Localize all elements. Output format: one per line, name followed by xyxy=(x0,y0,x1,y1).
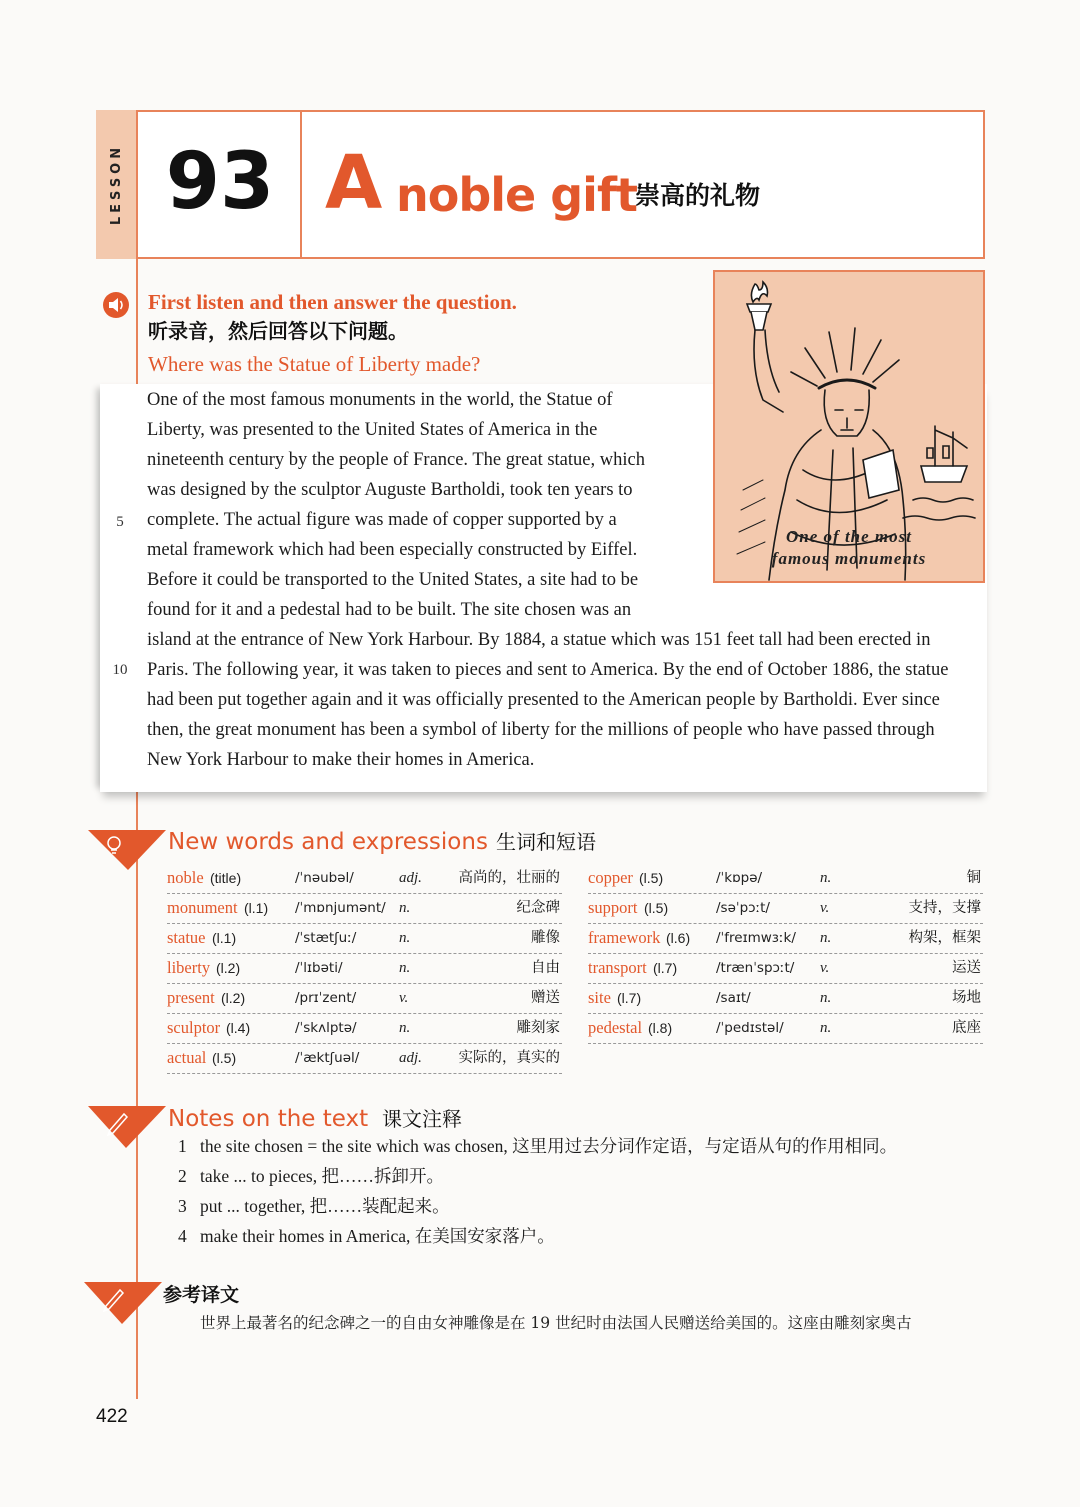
caption-line-2: famous monuments xyxy=(771,549,927,568)
vocab-line-ref: (l.8) xyxy=(648,1020,673,1036)
vocab-phonetic: /ˈnəubəl/ xyxy=(295,870,354,886)
vocab-line-ref: (l.4) xyxy=(226,1020,251,1036)
vocab-word: framework xyxy=(588,928,661,947)
vocab-pos: v. xyxy=(820,900,830,916)
passage-line: then, the great monument has been a symbol of liberty for the millions of people who have passed through xyxy=(147,720,935,740)
note-number: 2 xyxy=(178,1166,187,1186)
note-item xyxy=(178,1222,555,1250)
lesson-title-cn: 崇高的礼物 xyxy=(635,181,761,210)
comprehension-question: Where was the Statue of Liberty made? xyxy=(148,352,481,376)
line-number: 10 xyxy=(112,662,128,678)
vocab-row xyxy=(167,953,562,984)
vocab-line-ref: (l.7) xyxy=(653,960,678,976)
vocab-row xyxy=(167,863,562,894)
vocab-meaning: 自由 xyxy=(531,960,560,976)
illustration-caption xyxy=(713,526,985,570)
pen-icon xyxy=(88,1104,166,1148)
vocab-row xyxy=(167,923,562,954)
vocab-phonetic: /saɪt/ xyxy=(716,990,751,1006)
vocab-row xyxy=(588,1013,983,1044)
note-number: 4 xyxy=(178,1226,187,1246)
vocab-phonetic: /ˈstætʃuː/ xyxy=(295,930,357,946)
caption-line-1: One of the most xyxy=(786,527,912,546)
pen-icon xyxy=(84,1280,162,1324)
vocab-word: transport xyxy=(588,958,647,977)
vocab-word: site xyxy=(588,988,611,1007)
vocab-line-ref: (l.5) xyxy=(644,900,669,916)
vocab-row xyxy=(588,983,983,1014)
vocab-word: liberty xyxy=(167,958,211,977)
vocab-meaning: 实际的，真实的 xyxy=(458,1050,560,1066)
vocab-pos: v. xyxy=(820,960,830,976)
note-item xyxy=(178,1132,897,1160)
passage-line: found for it and a pedestal had to be built. The site chosen was an xyxy=(147,600,632,620)
vocab-row xyxy=(167,983,562,1014)
vocab-word: present xyxy=(167,988,215,1007)
vocab-meaning: 铜 xyxy=(966,870,981,886)
vocab-row xyxy=(167,1013,562,1044)
vocab-pos: v. xyxy=(399,990,409,1006)
passage-line: Liberty, was presented to the United States of America in the xyxy=(147,420,598,440)
vocab-meaning: 纪念碑 xyxy=(516,900,560,916)
header-divider xyxy=(300,110,302,259)
vocab-line-ref: (title) xyxy=(210,870,242,886)
vocab-row xyxy=(588,923,983,954)
vocab-title-cn: 生词和短语 xyxy=(496,830,596,854)
page-number: 422 xyxy=(96,1406,128,1427)
translation-title: 参考译文 xyxy=(163,1284,240,1306)
note-item xyxy=(178,1192,450,1220)
vocab-row xyxy=(588,953,983,984)
note-number: 1 xyxy=(178,1136,187,1156)
vocab-pos: n. xyxy=(399,1020,411,1036)
vocab-line-ref: (l.2) xyxy=(221,990,246,1006)
vocab-pos: adj. xyxy=(399,870,422,886)
vocab-pos: n. xyxy=(399,930,411,946)
lesson-number: 93 xyxy=(165,137,275,227)
lesson-title: noble gift xyxy=(396,168,637,222)
vocab-phonetic: /ˈæktʃuəl/ xyxy=(295,1050,360,1066)
vocab-line-ref: (l.1) xyxy=(212,930,237,946)
passage-line: metal framework which had been especially constructed by Eiffel. xyxy=(147,540,638,560)
notes-title: Notes on the text xyxy=(168,1106,369,1132)
speaker-icon[interactable] xyxy=(102,291,130,319)
passage-line: complete. The actual figure was made of copper supported by a xyxy=(147,510,617,530)
vocab-meaning: 运送 xyxy=(952,960,981,976)
note-text: take ... to pieces, 把……拆卸开。 xyxy=(200,1166,444,1186)
vocab-word: actual xyxy=(167,1048,207,1067)
vocab-meaning: 底座 xyxy=(952,1020,981,1036)
vocab-word: copper xyxy=(588,868,633,887)
vocab-word: statue xyxy=(167,928,206,947)
vocab-phonetic: /səˈpɔːt/ xyxy=(716,900,770,916)
vocab-row xyxy=(167,1043,562,1074)
translation-text: 世界上最著名的纪念碑之一的自由女神雕像是在 19 世纪时由法国人民赠送给美国的。这座由雕刻家奥古 xyxy=(200,1314,912,1332)
note-text: the site chosen = the site which was chosen, 这里用过去分词作定语，与定语从句的作用相同。 xyxy=(200,1136,898,1156)
vocab-phonetic: /ˈskʌlptə/ xyxy=(295,1020,357,1036)
vocab-phonetic: /ˈfreɪmwɜːk/ xyxy=(716,930,796,946)
vocab-word: monument xyxy=(167,898,238,917)
vocab-row xyxy=(588,893,983,924)
vocab-pos: adj. xyxy=(399,1050,422,1066)
vocab-line-ref: (l.5) xyxy=(639,870,664,886)
title-initial: A xyxy=(325,140,383,226)
note-number: 3 xyxy=(178,1196,187,1216)
line-number: 5 xyxy=(116,514,124,530)
vocab-pos: n. xyxy=(820,1020,832,1036)
vocab-line-ref: (l.1) xyxy=(244,900,269,916)
passage-line: nineteenth century by the people of France. The great statue, which xyxy=(147,450,645,470)
vocab-phonetic: /prɪˈzent/ xyxy=(295,990,357,1006)
note-item xyxy=(178,1162,444,1190)
vocab-row xyxy=(588,863,983,894)
note-text: put ... together, 把……装配起来。 xyxy=(200,1196,450,1216)
vocab-title: New words and expressions xyxy=(168,829,488,855)
vocab-line-ref: (l.7) xyxy=(617,990,642,1006)
vocab-line-ref: (l.6) xyxy=(666,930,691,946)
listen-instruction-cn: 听录音，然后回答以下问题。 xyxy=(148,321,408,343)
vocab-pos: n. xyxy=(399,960,411,976)
vocab-meaning: 高尚的，壮丽的 xyxy=(458,870,560,886)
note-text: make their homes in America, 在美国安家落户。 xyxy=(200,1226,555,1246)
passage-line: was designed by the sculptor Auguste Bartholdi, took ten years to xyxy=(147,480,633,500)
vocab-pos: n. xyxy=(820,930,832,946)
vocab-phonetic: /ˈmɒnjumənt/ xyxy=(295,900,386,916)
lesson-label xyxy=(96,110,138,259)
vocab-line-ref: (l.5) xyxy=(212,1050,237,1066)
vocab-meaning: 雕刻家 xyxy=(516,1020,560,1036)
vocab-phonetic: /trænˈspɔːt/ xyxy=(716,960,795,976)
vocab-phonetic: /ˈpedɪstəl/ xyxy=(716,1020,784,1036)
lesson-label-text: LESSON xyxy=(109,143,125,226)
notes-title-cn: 课文注释 xyxy=(382,1107,462,1131)
vocab-pos: n. xyxy=(399,900,411,916)
passage-line: Paris. The following year, it was taken to pieces and sent to America. By the end of October 1886, the statue xyxy=(147,660,949,680)
vocab-phonetic: /ˈlɪbəti/ xyxy=(295,960,343,976)
vocab-pos: n. xyxy=(820,990,832,1006)
passage-line: One of the most famous monuments in the world, the Statue of xyxy=(147,390,613,410)
vocab-line-ref: (l.2) xyxy=(216,960,241,976)
vocab-row xyxy=(167,893,562,924)
vocab-word: support xyxy=(588,898,638,917)
vocab-phonetic: /ˈkɒpə/ xyxy=(716,870,763,886)
passage-line: New York Harbour to make their homes in America. xyxy=(147,750,535,770)
passage-line: island at the entrance of New York Harbour. By 1884, a statue which was 151 feet tall had been erected in xyxy=(147,630,931,650)
passage-line: Before it could be transported to the United States, a site had to be xyxy=(147,570,639,590)
passage-line: had been put together again and it was officially presented to the American people by Bartholdi. Ever since xyxy=(147,690,940,710)
bulb-icon xyxy=(88,826,166,870)
vocab-meaning: 场地 xyxy=(952,990,981,1006)
vocab-meaning: 构架，框架 xyxy=(908,930,981,946)
listen-instruction: First listen and then answer the question. xyxy=(148,290,517,314)
vocab-meaning: 支持，支撑 xyxy=(908,900,981,916)
vocab-meaning: 雕像 xyxy=(531,930,560,946)
vocab-meaning: 赠送 xyxy=(531,990,560,1006)
vocab-word: sculptor xyxy=(167,1018,221,1037)
vocab-word: pedestal xyxy=(588,1018,643,1037)
vocab-word: noble xyxy=(167,868,204,887)
vocab-pos: n. xyxy=(820,870,832,886)
